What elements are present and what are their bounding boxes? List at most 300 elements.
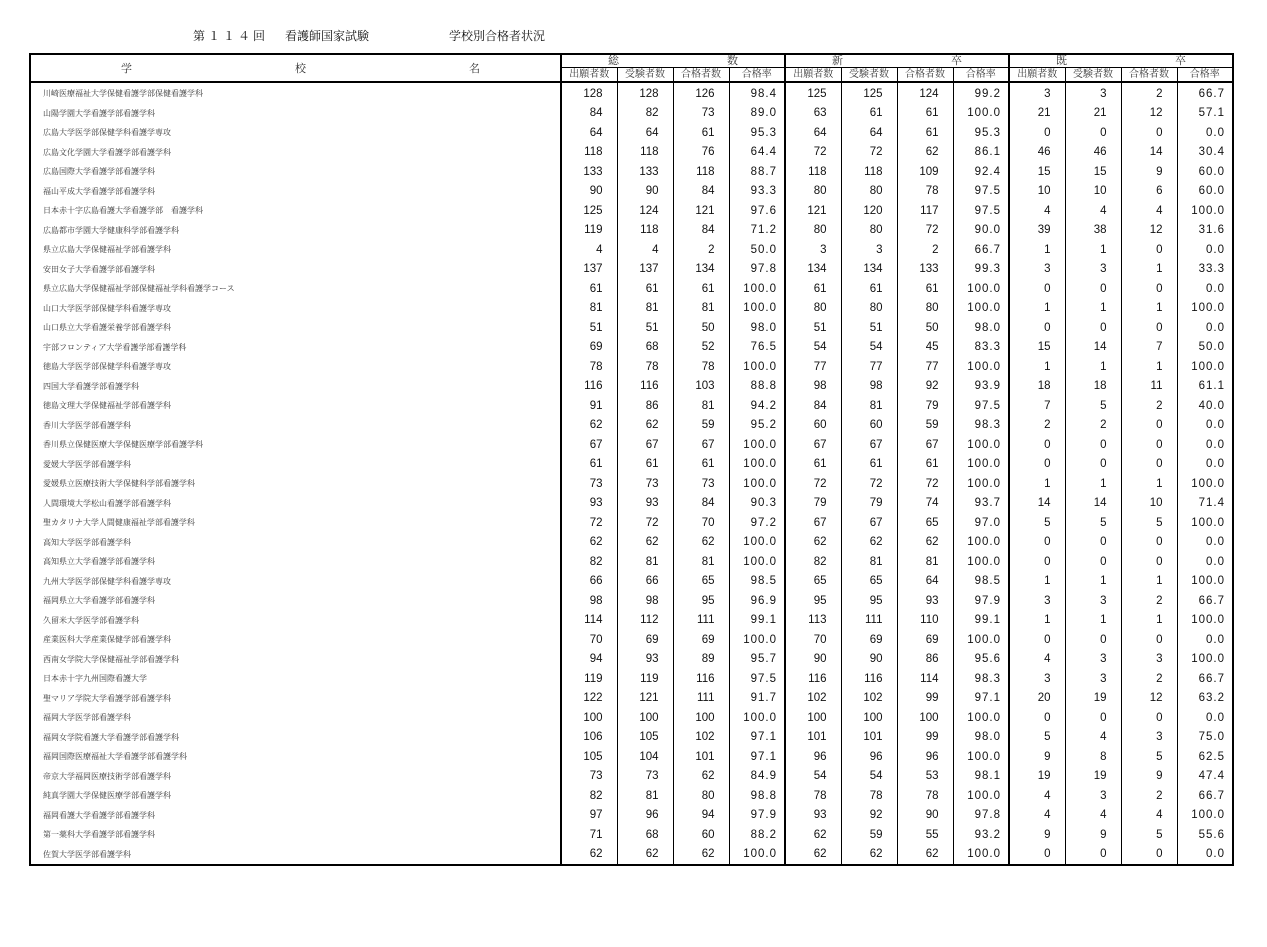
new-pass-rate-cell: 92.4 <box>953 162 1009 182</box>
new-examinees-cell: 65 <box>841 572 897 592</box>
column-header-applicants: 出願者数 <box>785 68 841 83</box>
total-examinees-cell: 112 <box>617 611 673 631</box>
new-examinees-cell: 101 <box>841 728 897 748</box>
new-examinees-cell: 61 <box>841 279 897 299</box>
total-examinees-cell: 61 <box>617 279 673 299</box>
prev-passers-cell: 2 <box>1121 396 1177 416</box>
total-passers-cell: 50 <box>673 318 729 338</box>
total-pass-rate-cell: 100.0 <box>729 630 785 650</box>
total-applicants-cell: 62 <box>561 416 617 436</box>
total-pass-rate-cell: 95.3 <box>729 123 785 143</box>
prev-pass-rate-cell: 50.0 <box>1177 338 1233 358</box>
column-header-passers: 合格者数 <box>1121 68 1177 83</box>
total-applicants-cell: 97 <box>561 806 617 826</box>
school-header-char: 校 <box>295 62 306 75</box>
total-examinees-cell: 62 <box>617 533 673 553</box>
new-examinees-cell: 61 <box>841 455 897 475</box>
total-passers-cell: 95 <box>673 591 729 611</box>
new-passers-cell: 117 <box>897 201 953 221</box>
table-row <box>30 201 1233 221</box>
school-name-cell: 聖マリア学院大学看護学部看護学科 <box>30 689 561 709</box>
total-examinees-cell: 73 <box>617 474 673 494</box>
prev-pass-rate-cell: 57.1 <box>1177 104 1233 124</box>
total-passers-cell: 61 <box>673 455 729 475</box>
total-examinees-cell: 82 <box>617 104 673 124</box>
total-passers-cell: 73 <box>673 104 729 124</box>
total-applicants-cell: 82 <box>561 552 617 572</box>
new-pass-rate-cell: 98.0 <box>953 728 1009 748</box>
exam-name: 看護師国家試験 <box>285 29 370 43</box>
table-row <box>30 669 1233 689</box>
new-examinees-cell: 98 <box>841 377 897 397</box>
new-applicants-cell: 79 <box>785 494 841 514</box>
school-name-cell: 福山平成大学看護学部看護学科 <box>30 182 561 202</box>
total-applicants-cell: 64 <box>561 123 617 143</box>
column-header-pass-rate: 合格率 <box>729 68 785 83</box>
total-applicants-cell: 70 <box>561 630 617 650</box>
total-applicants-cell: 116 <box>561 377 617 397</box>
total-passers-cell: 62 <box>673 845 729 866</box>
column-header-pass-rate: 合格率 <box>1177 68 1233 83</box>
table-row <box>30 474 1233 494</box>
new-examinees-cell: 80 <box>841 299 897 319</box>
school-name-cell: 香川大学医学部看護学科 <box>30 416 561 436</box>
new-examinees-cell: 72 <box>841 143 897 163</box>
new-passers-cell: 99 <box>897 728 953 748</box>
prev-pass-rate-cell: 0.0 <box>1177 435 1233 455</box>
prev-pass-rate-cell: 31.6 <box>1177 221 1233 241</box>
new-passers-cell: 67 <box>897 435 953 455</box>
total-examinees-cell: 4 <box>617 240 673 260</box>
total-examinees-cell: 64 <box>617 123 673 143</box>
total-passers-cell: 61 <box>673 123 729 143</box>
new-applicants-cell: 84 <box>785 396 841 416</box>
group-header-new-grad <box>785 54 1009 68</box>
prev-passers-cell: 0 <box>1121 240 1177 260</box>
prev-applicants-cell: 4 <box>1009 786 1065 806</box>
new-passers-cell: 114 <box>897 669 953 689</box>
total-applicants-cell: 119 <box>561 221 617 241</box>
school-name-cell: 愛媛県立医療技術大学保健科学部看護学科 <box>30 474 561 494</box>
school-name-cell: 佐賀大学医学部看護学科 <box>30 845 561 866</box>
total-examinees-cell: 119 <box>617 669 673 689</box>
total-applicants-cell: 61 <box>561 455 617 475</box>
total-examinees-cell: 69 <box>617 630 673 650</box>
total-pass-rate-cell: 88.2 <box>729 825 785 845</box>
prev-pass-rate-cell: 0.0 <box>1177 533 1233 553</box>
prev-pass-rate-cell: 62.5 <box>1177 747 1233 767</box>
new-pass-rate-cell: 100.0 <box>953 279 1009 299</box>
new-examinees-cell: 64 <box>841 123 897 143</box>
school-name-cell: 帝京大学福岡医療技術学部看護学科 <box>30 767 561 787</box>
total-pass-rate-cell: 71.2 <box>729 221 785 241</box>
prev-examinees-cell: 38 <box>1065 221 1121 241</box>
prev-applicants-cell: 0 <box>1009 845 1065 866</box>
total-applicants-cell: 106 <box>561 728 617 748</box>
prev-examinees-cell: 15 <box>1065 162 1121 182</box>
prev-passers-cell: 5 <box>1121 747 1177 767</box>
total-applicants-cell: 137 <box>561 260 617 280</box>
prev-applicants-cell: 1 <box>1009 572 1065 592</box>
new-examinees-cell: 62 <box>841 845 897 866</box>
total-applicants-cell: 84 <box>561 104 617 124</box>
table-row <box>30 396 1233 416</box>
prev-examinees-cell: 2 <box>1065 416 1121 436</box>
school-name-header <box>30 54 561 82</box>
new-applicants-cell: 67 <box>785 513 841 533</box>
new-pass-rate-cell: 99.3 <box>953 260 1009 280</box>
prev-pass-rate-cell: 55.6 <box>1177 825 1233 845</box>
prev-examinees-cell: 0 <box>1065 435 1121 455</box>
new-applicants-cell: 61 <box>785 279 841 299</box>
total-applicants-cell: 67 <box>561 435 617 455</box>
total-passers-cell: 67 <box>673 435 729 455</box>
total-pass-rate-cell: 97.2 <box>729 513 785 533</box>
total-examinees-cell: 93 <box>617 494 673 514</box>
school-name-cell: 山陽学園大学看護学部看護学科 <box>30 104 561 124</box>
total-examinees-cell: 67 <box>617 435 673 455</box>
total-pass-rate-cell: 91.7 <box>729 689 785 709</box>
prev-examinees-cell: 14 <box>1065 338 1121 358</box>
prev-applicants-cell: 15 <box>1009 162 1065 182</box>
new-pass-rate-cell: 97.5 <box>953 182 1009 202</box>
total-passers-cell: 102 <box>673 728 729 748</box>
new-applicants-cell: 65 <box>785 572 841 592</box>
prev-passers-cell: 10 <box>1121 494 1177 514</box>
prev-applicants-cell: 18 <box>1009 377 1065 397</box>
total-passers-cell: 84 <box>673 182 729 202</box>
school-name-cell: 県立広島大学保健福祉学部看護学科 <box>30 240 561 260</box>
new-examinees-cell: 51 <box>841 318 897 338</box>
new-pass-rate-cell: 98.5 <box>953 572 1009 592</box>
new-examinees-cell: 134 <box>841 260 897 280</box>
new-applicants-cell: 80 <box>785 299 841 319</box>
new-pass-rate-cell: 98.1 <box>953 767 1009 787</box>
prev-applicants-cell: 21 <box>1009 104 1065 124</box>
prev-pass-rate-cell: 0.0 <box>1177 708 1233 728</box>
total-passers-cell: 62 <box>673 533 729 553</box>
table-row <box>30 123 1233 143</box>
total-pass-rate-cell: 90.3 <box>729 494 785 514</box>
total-applicants-cell: 71 <box>561 825 617 845</box>
prev-examinees-cell: 1 <box>1065 357 1121 377</box>
column-header-examinees: 受験者数 <box>617 68 673 83</box>
total-pass-rate-cell: 98.5 <box>729 572 785 592</box>
prev-pass-rate-cell: 30.4 <box>1177 143 1233 163</box>
table-row <box>30 435 1233 455</box>
total-passers-cell: 94 <box>673 806 729 826</box>
new-pass-rate-cell: 100.0 <box>953 552 1009 572</box>
total-pass-rate-cell: 97.8 <box>729 260 785 280</box>
total-examinees-cell: 98 <box>617 591 673 611</box>
total-examinees-cell: 105 <box>617 728 673 748</box>
column-header-examinees: 受験者数 <box>841 68 897 83</box>
table-row <box>30 806 1233 826</box>
total-pass-rate-cell: 50.0 <box>729 240 785 260</box>
table-row <box>30 143 1233 163</box>
new-examinees-cell: 72 <box>841 474 897 494</box>
new-passers-cell: 81 <box>897 552 953 572</box>
new-passers-cell: 59 <box>897 416 953 436</box>
new-passers-cell: 99 <box>897 689 953 709</box>
prev-applicants-cell: 1 <box>1009 299 1065 319</box>
new-passers-cell: 80 <box>897 299 953 319</box>
new-applicants-cell: 78 <box>785 786 841 806</box>
new-applicants-cell: 67 <box>785 435 841 455</box>
prev-passers-cell: 0 <box>1121 845 1177 866</box>
new-passers-cell: 93 <box>897 591 953 611</box>
new-passers-cell: 62 <box>897 533 953 553</box>
prev-passers-cell: 14 <box>1121 143 1177 163</box>
total-applicants-cell: 98 <box>561 591 617 611</box>
prev-pass-rate-cell: 0.0 <box>1177 630 1233 650</box>
prev-passers-cell: 2 <box>1121 591 1177 611</box>
prev-passers-cell: 2 <box>1121 669 1177 689</box>
school-name-cell: 日本赤十字九州国際看護大学 <box>30 669 561 689</box>
prev-pass-rate-cell: 100.0 <box>1177 357 1233 377</box>
prev-examinees-cell: 46 <box>1065 143 1121 163</box>
prev-examinees-cell: 8 <box>1065 747 1121 767</box>
total-applicants-cell: 62 <box>561 533 617 553</box>
prev-pass-rate-cell: 100.0 <box>1177 806 1233 826</box>
prev-applicants-cell: 1 <box>1009 474 1065 494</box>
prev-applicants-cell: 1 <box>1009 357 1065 377</box>
school-name-cell: 宇部フロンティア大学看護学部看護学科 <box>30 338 561 358</box>
prev-applicants-cell: 0 <box>1009 630 1065 650</box>
total-pass-rate-cell: 98.4 <box>729 82 785 104</box>
new-examinees-cell: 100 <box>841 708 897 728</box>
total-pass-rate-cell: 100.0 <box>729 708 785 728</box>
total-pass-rate-cell: 95.7 <box>729 650 785 670</box>
new-applicants-cell: 113 <box>785 611 841 631</box>
total-pass-rate-cell: 100.0 <box>729 299 785 319</box>
prev-passers-cell: 7 <box>1121 338 1177 358</box>
new-applicants-cell: 51 <box>785 318 841 338</box>
total-applicants-cell: 61 <box>561 279 617 299</box>
table-row <box>30 357 1233 377</box>
table-row <box>30 552 1233 572</box>
total-applicants-cell: 73 <box>561 474 617 494</box>
total-passers-cell: 121 <box>673 201 729 221</box>
prev-passers-cell: 12 <box>1121 689 1177 709</box>
total-applicants-cell: 122 <box>561 689 617 709</box>
column-header-passers: 合格者数 <box>673 68 729 83</box>
new-examinees-cell: 69 <box>841 630 897 650</box>
total-examinees-cell: 118 <box>617 143 673 163</box>
total-examinees-cell: 81 <box>617 786 673 806</box>
total-pass-rate-cell: 100.0 <box>729 845 785 866</box>
column-header-examinees: 受験者数 <box>1065 68 1121 83</box>
prev-examinees-cell: 5 <box>1065 396 1121 416</box>
total-applicants-cell: 93 <box>561 494 617 514</box>
prev-examinees-cell: 0 <box>1065 279 1121 299</box>
school-name-cell: 四国大学看護学部看護学科 <box>30 377 561 397</box>
total-applicants-cell: 125 <box>561 201 617 221</box>
school-name-cell: 福岡看護大学看護学部看護学科 <box>30 806 561 826</box>
prev-pass-rate-cell: 0.0 <box>1177 845 1233 866</box>
total-pass-rate-cell: 98.8 <box>729 786 785 806</box>
school-name-cell: 久留米大学医学部看護学科 <box>30 611 561 631</box>
prev-passers-cell: 5 <box>1121 513 1177 533</box>
new-applicants-cell: 95 <box>785 591 841 611</box>
school-name-cell: 産業医科大学産業保健学部看護学科 <box>30 630 561 650</box>
prev-passers-cell: 0 <box>1121 552 1177 572</box>
table-body <box>30 82 1233 865</box>
prev-pass-rate-cell: 61.1 <box>1177 377 1233 397</box>
new-passers-cell: 65 <box>897 513 953 533</box>
new-pass-rate-cell: 98.3 <box>953 416 1009 436</box>
new-examinees-cell: 116 <box>841 669 897 689</box>
prev-applicants-cell: 10 <box>1009 182 1065 202</box>
total-passers-cell: 126 <box>673 82 729 104</box>
prev-applicants-cell: 3 <box>1009 669 1065 689</box>
prev-applicants-cell: 20 <box>1009 689 1065 709</box>
total-passers-cell: 84 <box>673 221 729 241</box>
school-header-char: 学 <box>121 62 132 75</box>
prev-pass-rate-cell: 0.0 <box>1177 455 1233 475</box>
new-passers-cell: 79 <box>897 396 953 416</box>
prev-examinees-cell: 3 <box>1065 786 1121 806</box>
prev-pass-rate-cell: 63.2 <box>1177 689 1233 709</box>
total-applicants-cell: 128 <box>561 82 617 104</box>
total-examinees-cell: 96 <box>617 806 673 826</box>
prev-passers-cell: 0 <box>1121 435 1177 455</box>
new-applicants-cell: 96 <box>785 747 841 767</box>
school-header-char: 名 <box>469 62 480 75</box>
prev-pass-rate-cell: 60.0 <box>1177 162 1233 182</box>
total-passers-cell: 76 <box>673 143 729 163</box>
total-pass-rate-cell: 89.0 <box>729 104 785 124</box>
school-name-cell: 広島大学医学部保健学科看護学専攻 <box>30 123 561 143</box>
prev-passers-cell: 1 <box>1121 611 1177 631</box>
table-row <box>30 591 1233 611</box>
prev-passers-cell: 0 <box>1121 123 1177 143</box>
prev-examinees-cell: 0 <box>1065 845 1121 866</box>
new-pass-rate-cell: 93.2 <box>953 825 1009 845</box>
new-pass-rate-cell: 100.0 <box>953 104 1009 124</box>
total-examinees-cell: 81 <box>617 552 673 572</box>
table-row <box>30 825 1233 845</box>
prev-applicants-cell: 0 <box>1009 318 1065 338</box>
new-applicants-cell: 101 <box>785 728 841 748</box>
new-passers-cell: 53 <box>897 767 953 787</box>
group-char: 新 <box>832 54 843 67</box>
prev-examinees-cell: 1 <box>1065 572 1121 592</box>
new-pass-rate-cell: 95.3 <box>953 123 1009 143</box>
total-passers-cell: 111 <box>673 689 729 709</box>
prev-examinees-cell: 3 <box>1065 82 1121 104</box>
table-row <box>30 455 1233 475</box>
new-applicants-cell: 80 <box>785 182 841 202</box>
school-name-cell: 徳島大学医学部保健学科看護学専攻 <box>30 357 561 377</box>
new-passers-cell: 86 <box>897 650 953 670</box>
group-char: 総 <box>608 54 619 67</box>
total-passers-cell: 2 <box>673 240 729 260</box>
new-pass-rate-cell: 97.9 <box>953 591 1009 611</box>
new-applicants-cell: 62 <box>785 533 841 553</box>
prev-passers-cell: 9 <box>1121 162 1177 182</box>
new-passers-cell: 55 <box>897 825 953 845</box>
school-name-cell: 福岡県立大学看護学部看護学科 <box>30 591 561 611</box>
prev-passers-cell: 0 <box>1121 533 1177 553</box>
total-pass-rate-cell: 95.2 <box>729 416 785 436</box>
table-row <box>30 279 1233 299</box>
table-row <box>30 82 1233 104</box>
new-pass-rate-cell: 97.5 <box>953 396 1009 416</box>
school-name-cell: 川崎医療福祉大学保健看護学部保健看護学科 <box>30 82 561 104</box>
school-name-cell: 九州大学医学部保健学科看護学専攻 <box>30 572 561 592</box>
new-passers-cell: 45 <box>897 338 953 358</box>
new-applicants-cell: 62 <box>785 825 841 845</box>
prev-pass-rate-cell: 100.0 <box>1177 611 1233 631</box>
total-passers-cell: 118 <box>673 162 729 182</box>
prev-pass-rate-cell: 0.0 <box>1177 240 1233 260</box>
prev-examinees-cell: 1 <box>1065 474 1121 494</box>
prev-pass-rate-cell: 66.7 <box>1177 786 1233 806</box>
new-pass-rate-cell: 90.0 <box>953 221 1009 241</box>
new-examinees-cell: 81 <box>841 396 897 416</box>
prev-examinees-cell: 3 <box>1065 591 1121 611</box>
total-applicants-cell: 100 <box>561 708 617 728</box>
school-name-cell: 山口県立大学看護栄養学部看護学科 <box>30 318 561 338</box>
prev-passers-cell: 0 <box>1121 318 1177 338</box>
school-name-cell: 県立広島大学保健福祉学部保健福祉学科看護学コース <box>30 279 561 299</box>
table-row <box>30 338 1233 358</box>
report-title: 学校別合格者状況 <box>449 29 546 43</box>
group-char: 卒 <box>951 54 962 67</box>
prev-examinees-cell: 0 <box>1065 533 1121 553</box>
new-passers-cell: 90 <box>897 806 953 826</box>
total-pass-rate-cell: 97.1 <box>729 728 785 748</box>
total-pass-rate-cell: 99.1 <box>729 611 785 631</box>
school-name-cell: 広島国際大学看護学部看護学科 <box>30 162 561 182</box>
column-header-applicants: 出願者数 <box>561 68 617 83</box>
new-passers-cell: 77 <box>897 357 953 377</box>
total-pass-rate-cell: 97.9 <box>729 806 785 826</box>
prev-passers-cell: 0 <box>1121 455 1177 475</box>
new-pass-rate-cell: 98.3 <box>953 669 1009 689</box>
prev-examinees-cell: 0 <box>1065 455 1121 475</box>
prev-examinees-cell: 19 <box>1065 767 1121 787</box>
prev-examinees-cell: 3 <box>1065 669 1121 689</box>
new-pass-rate-cell: 100.0 <box>953 533 1009 553</box>
new-examinees-cell: 95 <box>841 591 897 611</box>
prev-applicants-cell: 15 <box>1009 338 1065 358</box>
prev-pass-rate-cell: 0.0 <box>1177 279 1233 299</box>
prev-applicants-cell: 4 <box>1009 201 1065 221</box>
new-passers-cell: 61 <box>897 279 953 299</box>
new-applicants-cell: 62 <box>785 845 841 866</box>
prev-pass-rate-cell: 100.0 <box>1177 650 1233 670</box>
new-pass-rate-cell: 100.0 <box>953 630 1009 650</box>
new-passers-cell: 110 <box>897 611 953 631</box>
new-applicants-cell: 134 <box>785 260 841 280</box>
prev-examinees-cell: 0 <box>1065 123 1121 143</box>
new-applicants-cell: 118 <box>785 162 841 182</box>
new-examinees-cell: 118 <box>841 162 897 182</box>
total-applicants-cell: 66 <box>561 572 617 592</box>
prev-passers-cell: 1 <box>1121 260 1177 280</box>
table-row <box>30 689 1233 709</box>
prev-examinees-cell: 9 <box>1065 825 1121 845</box>
prev-examinees-cell: 19 <box>1065 689 1121 709</box>
prev-examinees-cell: 4 <box>1065 201 1121 221</box>
prev-examinees-cell: 10 <box>1065 182 1121 202</box>
total-examinees-cell: 100 <box>617 708 673 728</box>
new-examinees-cell: 67 <box>841 435 897 455</box>
prev-applicants-cell: 7 <box>1009 396 1065 416</box>
total-passers-cell: 65 <box>673 572 729 592</box>
